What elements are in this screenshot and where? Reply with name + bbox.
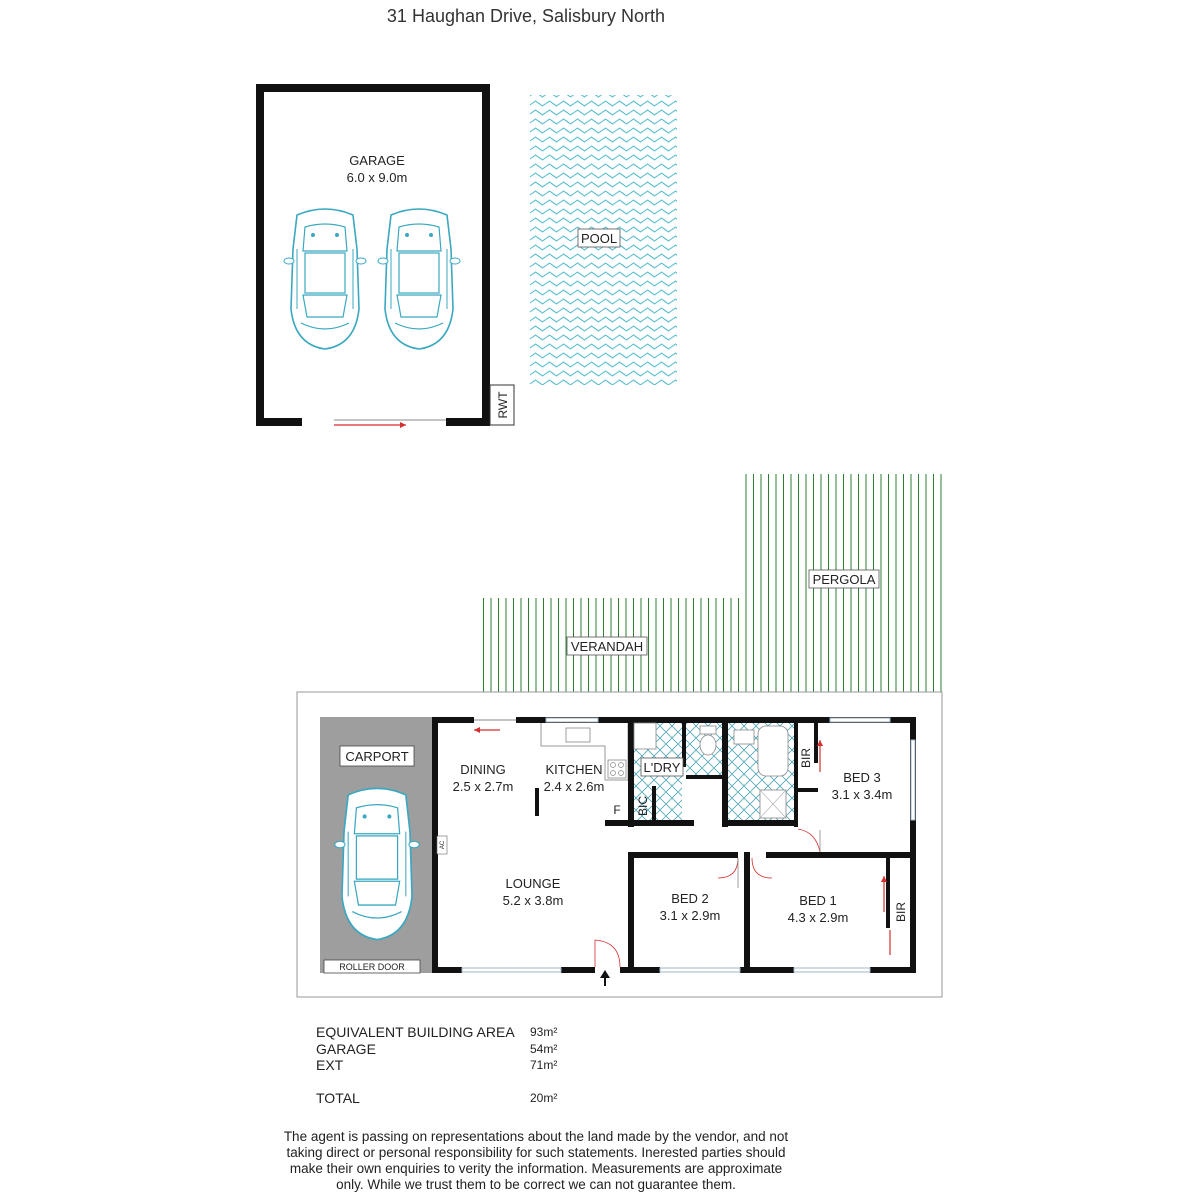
bed3-label: BED 3 bbox=[843, 770, 881, 785]
area-schedule bbox=[316, 1024, 616, 1107]
verandah-label: VERANDAH bbox=[570, 639, 644, 654]
carport-label: CARPORT bbox=[345, 749, 409, 764]
area-row bbox=[316, 1090, 616, 1107]
verandah bbox=[482, 598, 742, 692]
bir1-label: BIR bbox=[894, 901, 908, 923]
laundry bbox=[634, 723, 694, 826]
garage-size: 6.0 x 9.0m bbox=[346, 170, 408, 185]
garage bbox=[256, 84, 490, 428]
area-value: 54m² bbox=[530, 1041, 558, 1056]
bic-label: BIC bbox=[636, 795, 650, 817]
garage-label: GARAGE bbox=[349, 153, 405, 168]
entry-arrow-icon bbox=[600, 970, 610, 986]
area-label: EXT bbox=[316, 1057, 344, 1073]
area-row bbox=[316, 1074, 616, 1091]
bed-3 bbox=[794, 723, 916, 858]
lounge-label: LOUNGE bbox=[505, 876, 561, 891]
fridge-label: F bbox=[613, 803, 621, 817]
dining-label: DINING bbox=[460, 762, 506, 777]
dining-size: 2.5 x 2.7m bbox=[452, 779, 514, 794]
bed1-label: BED 1 bbox=[799, 893, 837, 908]
area-row bbox=[316, 1057, 616, 1074]
area-label: TOTAL bbox=[316, 1090, 360, 1106]
carport bbox=[320, 717, 432, 973]
bathroom bbox=[728, 717, 798, 827]
pool bbox=[530, 95, 677, 385]
area-value: 93m² bbox=[530, 1025, 558, 1039]
pergola-label: PERGOLA bbox=[812, 572, 876, 587]
area-value: 71m² bbox=[530, 1058, 558, 1072]
rainwater-tank bbox=[490, 385, 514, 425]
kitchen-size: 2.4 x 2.6m bbox=[543, 779, 605, 794]
page-title: 31 Haughan Drive, Salisbury North bbox=[386, 6, 666, 26]
front-door bbox=[595, 940, 620, 986]
roller-door-label: ROLLER DOOR bbox=[339, 962, 405, 972]
car-icon bbox=[284, 209, 366, 349]
toilet bbox=[686, 723, 728, 827]
car-icon bbox=[335, 788, 419, 939]
car-icon bbox=[378, 209, 460, 349]
bir3-label: BIR bbox=[799, 747, 813, 769]
bed3-size: 3.1 x 3.4m bbox=[831, 787, 893, 802]
bed2-label: BED 2 bbox=[671, 891, 709, 906]
pool-label: POOL bbox=[580, 231, 618, 246]
kitchen-label: KITCHEN bbox=[545, 762, 603, 777]
bed1-size: 4.3 x 2.9m bbox=[787, 910, 849, 925]
pergola bbox=[739, 474, 942, 692]
ac-label: AC bbox=[440, 840, 446, 850]
rwt-label: RWT bbox=[496, 391, 510, 419]
laundry-label: L'DRY bbox=[643, 760, 681, 775]
area-label: EQUIVALENT BUILDING AREA bbox=[316, 1024, 515, 1040]
area-row bbox=[316, 1041, 616, 1058]
disclaimer: The agent is passing on representations about the land made by the vendor, and not taking direct or personal responsibility for such statements. Inerested parties should make their own enquiries to verity the information. Measurements are approximate only. While we trust them to be correct we can not guarantee them. bbox=[283, 1129, 789, 1192]
area-row bbox=[316, 1024, 616, 1041]
area-value: 20m² bbox=[530, 1091, 558, 1105]
lounge-size: 5.2 x 3.8m bbox=[502, 893, 564, 908]
house bbox=[297, 692, 942, 997]
dining-door bbox=[474, 720, 516, 733]
garage-door-arrow bbox=[334, 420, 446, 428]
bed2-size: 3.1 x 2.9m bbox=[659, 908, 721, 923]
area-label: GARAGE bbox=[316, 1040, 376, 1057]
